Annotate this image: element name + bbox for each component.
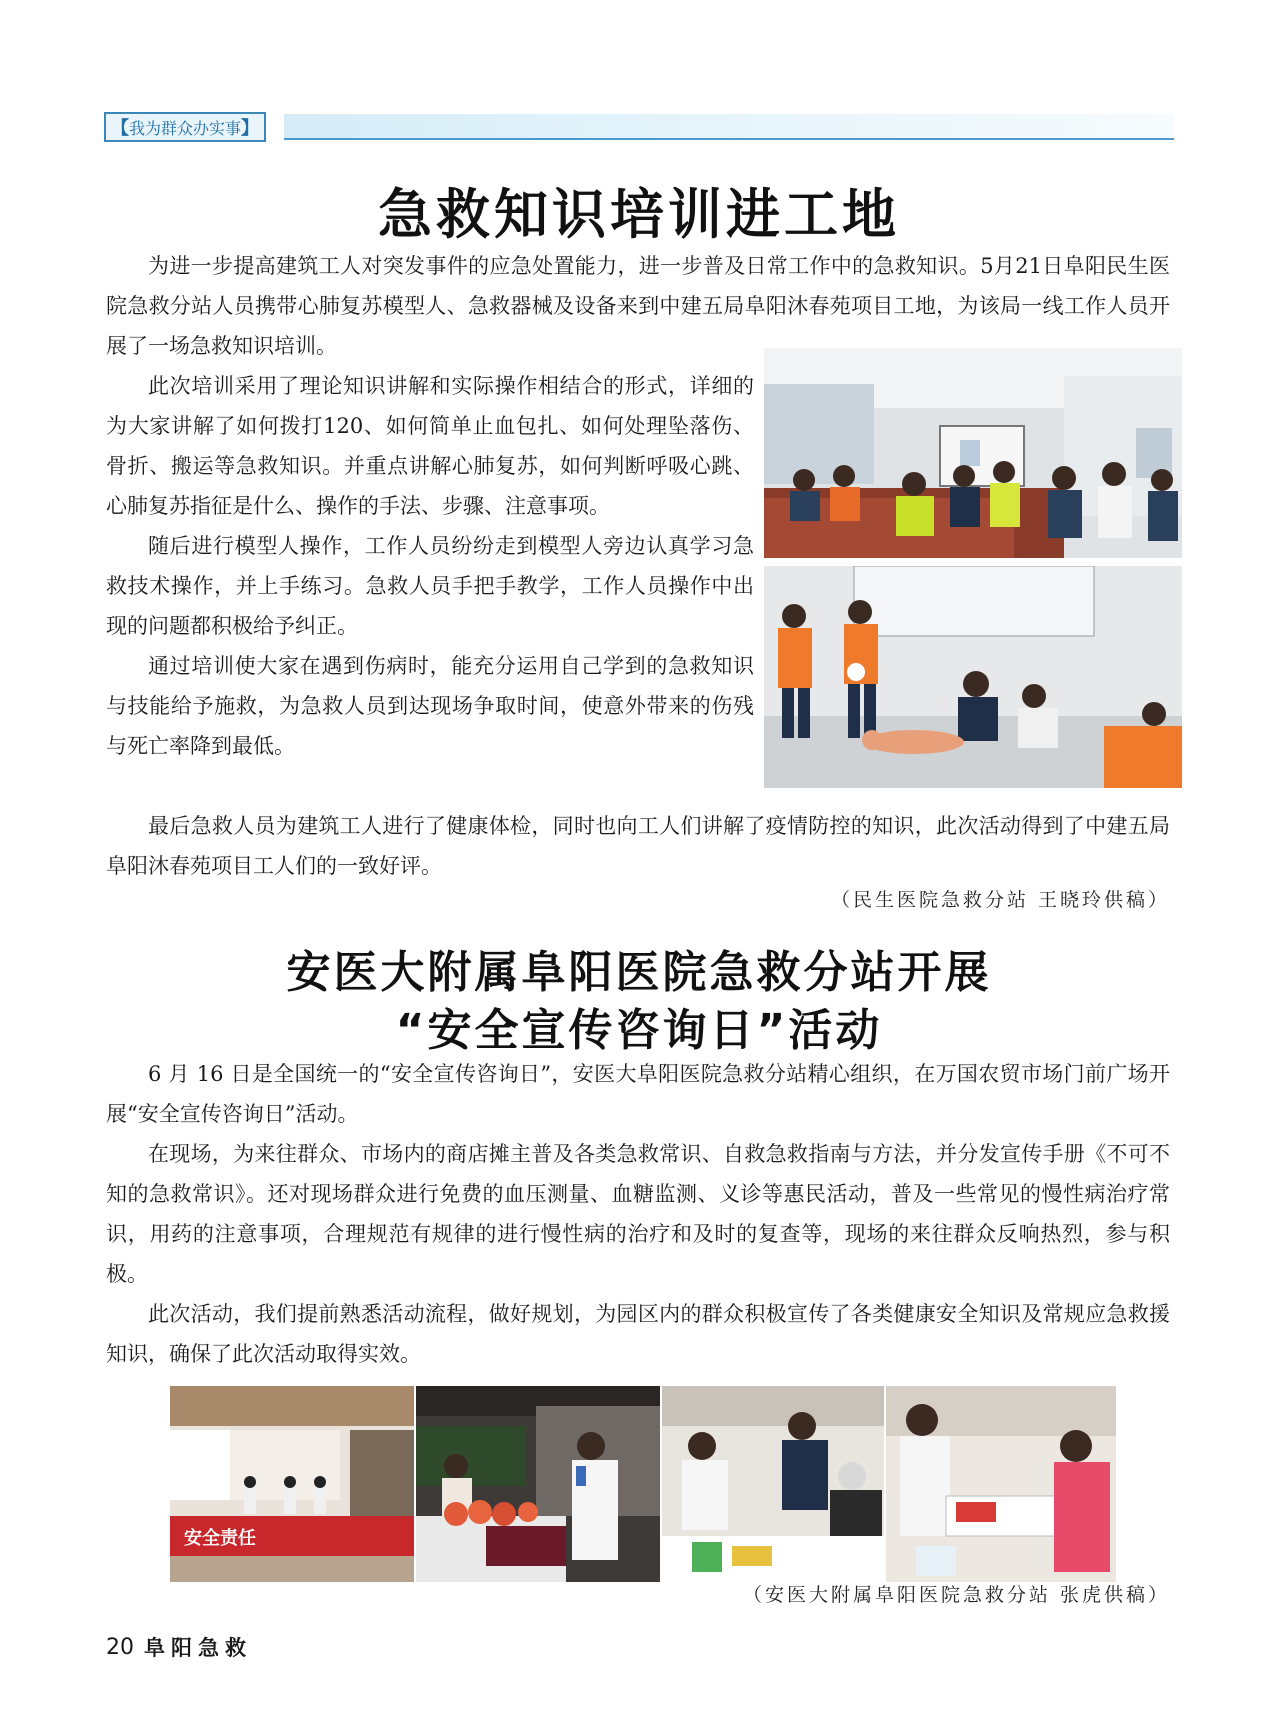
section-tag-label: 我为群众办实事 — [128, 118, 241, 138]
article1-paragraph-2: 此次培训采用了理论知识讲解和实际操作相结合的形式，详细的为大家讲解了如何拨打120、如何简单止血包扎、如何处理坠落伤、骨折、搬运等急救知识。并重点讲解心肺复苏，如何判断呼吸心跳、心肺复苏指征是什么、操作的手法、步骤、注意事项。 — [106, 374, 754, 518]
health-consultation-photo — [886, 1386, 1116, 1582]
article2-body — [106, 1054, 1170, 1374]
article1-paragraph-5: 最后急救人员为建筑工人进行了健康体检，同时也向工人们讲解了疫情防控的知识，此次活动得到了中建五局阜阳沐春苑项目工人们的一致好评。 — [106, 814, 1170, 878]
article1-paragraph-1: 为进一步提高建筑工人对突发事件的应急处置能力，进一步普及日常工作中的急救知识。5月21日阜阳民生医院急救分站人员携带心肺复苏模型人、急救器械及设备来到中建五局阜阳沐春苑项目工地，为该局一线工作人员开展了一场急救知识培训。 — [106, 254, 1170, 358]
article1-credit: （民生医院急救分站 王晓玲供稿） — [830, 889, 1170, 911]
article2-paragraph-1: 6 月 16 日是全国统一的“安全宣传咨询日”，安医大阜阳医院急救分站精心组织，在万国农贸市场门前广场开展“安全宣传咨询日”活动。 — [106, 1062, 1170, 1126]
article2-title-line2: “安全宣传咨询日”活动 — [395, 1005, 883, 1056]
article1-title: 急救知识培训进工地 — [378, 183, 900, 246]
banner-text: 安全责任 — [184, 1528, 256, 1549]
magazine-name: 阜阳急救 — [144, 1635, 252, 1660]
market-stall-photo — [416, 1386, 660, 1582]
page-number: 20 — [106, 1634, 134, 1660]
article1-column — [106, 366, 754, 766]
page-footer — [106, 1632, 252, 1662]
article1-closing — [106, 806, 1170, 886]
article1-paragraph-3: 随后进行模型人操作，工作人员纷纷走到模型人旁边认真学习急救技术操作，并上手练习。急救人员手把手教学，工作人员操作中出现的问题都积极给予纠正。 — [106, 534, 754, 638]
section-header — [104, 112, 1174, 142]
article2-credit: （安医大附属阜阳医院急救分站 张虎供稿） — [742, 1584, 1170, 1606]
market-entrance-photo — [170, 1386, 414, 1582]
training-classroom-photo — [764, 348, 1182, 558]
article1-paragraph-4: 通过培训使大家在遇到伤病时，能充分运用自己学到的急救知识与技能给予施救，为急救人员到达现场争取时间，使意外带来的伤残与死亡率降到最低。 — [106, 654, 754, 758]
article2-paragraph-3: 此次活动，我们提前熟悉活动流程，做好规划，为园区内的群众积极宣传了各类健康安全知识及常规应急救援知识，确保了此次活动取得实效。 — [106, 1302, 1170, 1366]
header-bar — [284, 114, 1174, 140]
cpr-practice-photo — [764, 566, 1182, 788]
blood-pressure-check-photo — [662, 1386, 884, 1582]
section-tag: 【 我为群众办实事 】 — [104, 112, 266, 142]
article2-title-line1: 安医大附属阜阳医院急救分站开展 — [286, 947, 992, 998]
article2-paragraph-2: 在现场，为来往群众、市场内的商店摊主普及各类急救常识、自救急救指南与方法，并分发宣传手册《不可不知的急救常识》。还对现场群众进行免费的血压测量、血糖监测、义诊等惠民活动，普及一些常见的慢性病治疗常识，用药的注意事项，合理规范有规律的进行慢性病的治疗和及时的复查等，现场的来往群众反响热烈，参与积极。 — [106, 1142, 1170, 1286]
